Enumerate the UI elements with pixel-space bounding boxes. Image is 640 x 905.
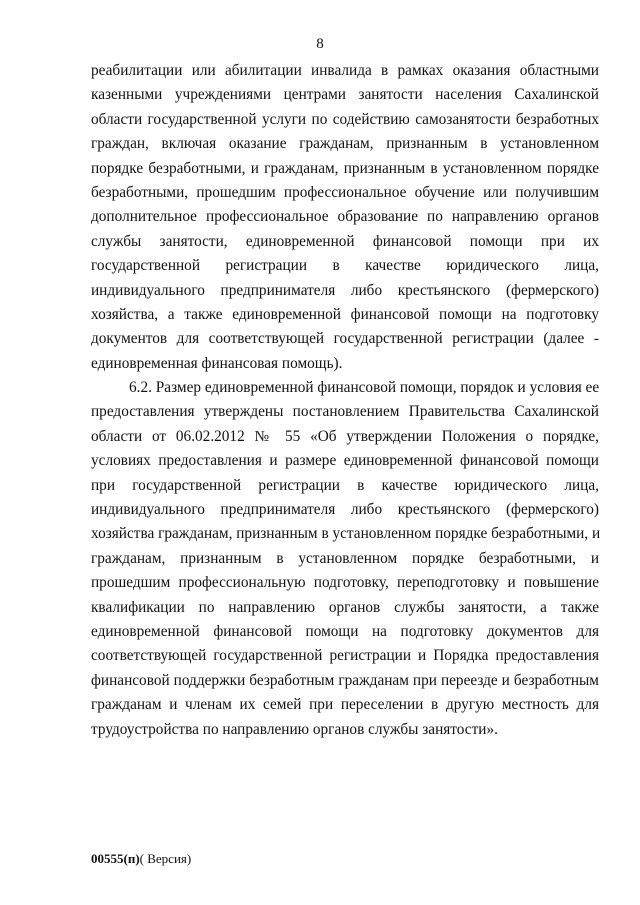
text-line: государственной регистрации в качестве юридического лица, [91, 257, 599, 275]
text-line: реабилитации или абилитации инвалида в рамках оказания областными [91, 62, 599, 79]
text-line: предоставления утверждены постановлением Правительства Сахалинской [91, 403, 599, 421]
text-line: индивидуального предпринимателя либо крестьянского (фермерского) [91, 501, 599, 519]
text-line: 6.2. Размер единовременной финансовой помощи, порядок и условия ее [129, 379, 600, 397]
document-body [91, 59, 599, 742]
text-line: условиях предоставления и размере единовременной финансовой помощи [91, 452, 599, 470]
paragraph-2 [91, 376, 599, 742]
page-number: 8 [316, 36, 324, 52]
text-line: финансовой поддержки безработным гражданам при переезде и безработным [91, 671, 599, 689]
text-line: службы занятости, единовременной финансовой помощи при их [91, 232, 599, 250]
text-line: документов для соответствующей государственной регистрации (далее - [91, 330, 599, 348]
footer [91, 851, 191, 867]
text-line: области от 06.02.2012 № 55 «Об утверждении Положения о порядке, [91, 427, 599, 445]
text-line: казенными учреждениями центрами занятости населения Сахалинской [91, 86, 599, 104]
text-line: области государственной услуги по содействию самозанятости безработных [91, 110, 599, 128]
text-line: граждан, включая оказание гражданам, признанным в установленном [91, 135, 599, 153]
text-line: единовременная финансовая помощь). [91, 354, 343, 372]
text-line: прошедшим профессиональную подготовку, переподготовку и повышение [91, 574, 599, 592]
text-line: квалификации по направлению органов службы занятости, а также [91, 598, 599, 616]
text-line: гражданам, признанным в установленном порядке безработными, и [91, 549, 599, 567]
text-line: порядке безработными, и гражданам, признанным в установленном порядке [91, 159, 599, 177]
text-line: хозяйства, а также единовременной финансовой помощи на подготовку [91, 305, 599, 323]
text-line: при государственной регистрации в качестве юридического лица, [91, 476, 599, 494]
text-line: дополнительное профессиональное образование по направлению органов [91, 208, 599, 226]
text-line: индивидуального предпринимателя либо крестьянского (фермерского) [91, 281, 599, 299]
text-line: гражданам и членам их семей при переселении в другую местность для [91, 696, 599, 714]
paragraph-1 [91, 59, 599, 376]
text-line: соответствующей государственной регистрации и Порядка предоставления [91, 647, 599, 665]
text-line: трудоустройства по направлению органов службы занятости». [91, 720, 498, 738]
text-line: единовременной финансовой помощи на подготовку документов для [91, 622, 599, 640]
text-line: хозяйства гражданам, признанным в установленном порядке безработными, и [91, 525, 601, 543]
document-version: ( Версия) [139, 851, 192, 866]
text-line: безработными, прошедшим профессиональное обучение или получившим [91, 183, 599, 201]
document-code: 00555(п) [91, 851, 140, 866]
